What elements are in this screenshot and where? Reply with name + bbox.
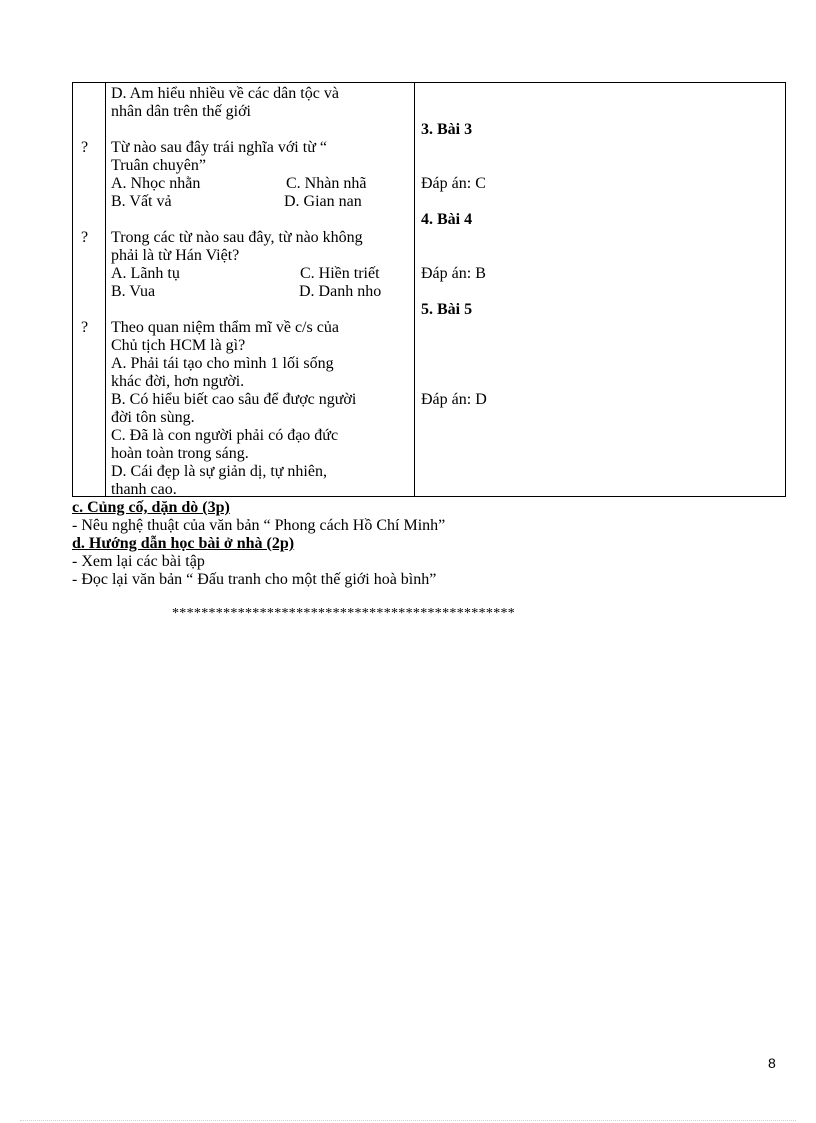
q4-option-d: D. Danh nho [299, 283, 382, 300]
answer-4: Đáp án: B [421, 265, 486, 282]
q5-line2: Chủ tịch HCM là gì? [111, 337, 246, 354]
page-number: 8 [768, 1055, 776, 1071]
exercise-4-title: 4. Bài 4 [421, 211, 473, 228]
q0-cont-line2: nhân dân trên thế giới [111, 103, 251, 120]
question-mark-3: ? [81, 139, 89, 156]
q3-line2: Truân chuyên” [111, 157, 206, 174]
exercise-5-title: 5. Bài 5 [421, 301, 473, 318]
page-bottom-rule [20, 1120, 796, 1121]
column-divider-left [105, 83, 106, 496]
separator-stars: *********************************************** [172, 606, 516, 621]
question-mark-4: ? [81, 229, 89, 246]
q4-line2: phải là từ Hán Việt? [111, 247, 240, 264]
q5-option-d-line1: D. Cái đẹp là sự giản dị, tự nhiên, [111, 463, 327, 480]
q4-line1: Trong các từ nào sau đây, từ nào không [111, 229, 363, 246]
q5-option-b-line1: B. Có hiểu biết cao sâu để được người [111, 391, 357, 408]
q5-option-a-line2: khác đời, hơn người. [111, 373, 245, 390]
q5-option-b-line2: đời tôn sùng. [111, 409, 195, 426]
q4-option-b: B. Vua [111, 283, 156, 300]
exercise-3-title: 3. Bài 3 [421, 121, 473, 138]
q3-line1: Từ nào sau đây trái nghĩa với từ “ [111, 139, 327, 156]
q0-cont-line1: D. Am hiểu nhiều về các dân tộc và [111, 85, 339, 102]
section-d-item-1: - Xem lại các bài tập [72, 553, 205, 570]
q3-option-c: C. Nhàn nhã [286, 175, 367, 192]
q5-option-a-line1: A. Phải tái tạo cho mình 1 lối sống [111, 355, 334, 372]
section-c-heading: c. Củng cố, dặn dò (3p) [72, 499, 230, 516]
section-d-heading: d. Hướng dẫn học bài ở nhà (2p) [72, 535, 295, 552]
question-mark-5: ? [81, 319, 89, 336]
q3-option-d: D. Gian nan [284, 193, 362, 210]
exercise-table [72, 82, 786, 497]
q4-option-c: C. Hiền triết [300, 265, 380, 282]
section-c-item-1: - Nêu nghệ thuật của văn bản “ Phong cách Hồ Chí Minh” [72, 517, 446, 534]
q5-option-c-line1: C. Đã là con người phải có đạo đức [111, 427, 339, 444]
q3-option-b: B. Vất vả [111, 193, 172, 210]
q4-option-a: A. Lãnh tụ [111, 265, 180, 282]
column-divider-right [414, 83, 415, 496]
q5-line1: Theo quan niệm thẩm mĩ về c/s của [111, 319, 339, 336]
answer-5: Đáp án: D [421, 391, 487, 408]
q5-option-c-line2: hoàn toàn trong sáng. [111, 445, 249, 462]
answer-3: Đáp án: C [421, 175, 486, 192]
section-d-item-2: - Đọc lại văn bản “ Đấu tranh cho một thế giới hoà bình” [72, 571, 437, 588]
q5-option-d-line2: thanh cao. [111, 481, 177, 498]
q3-option-a: A. Nhọc nhằn [111, 175, 201, 192]
